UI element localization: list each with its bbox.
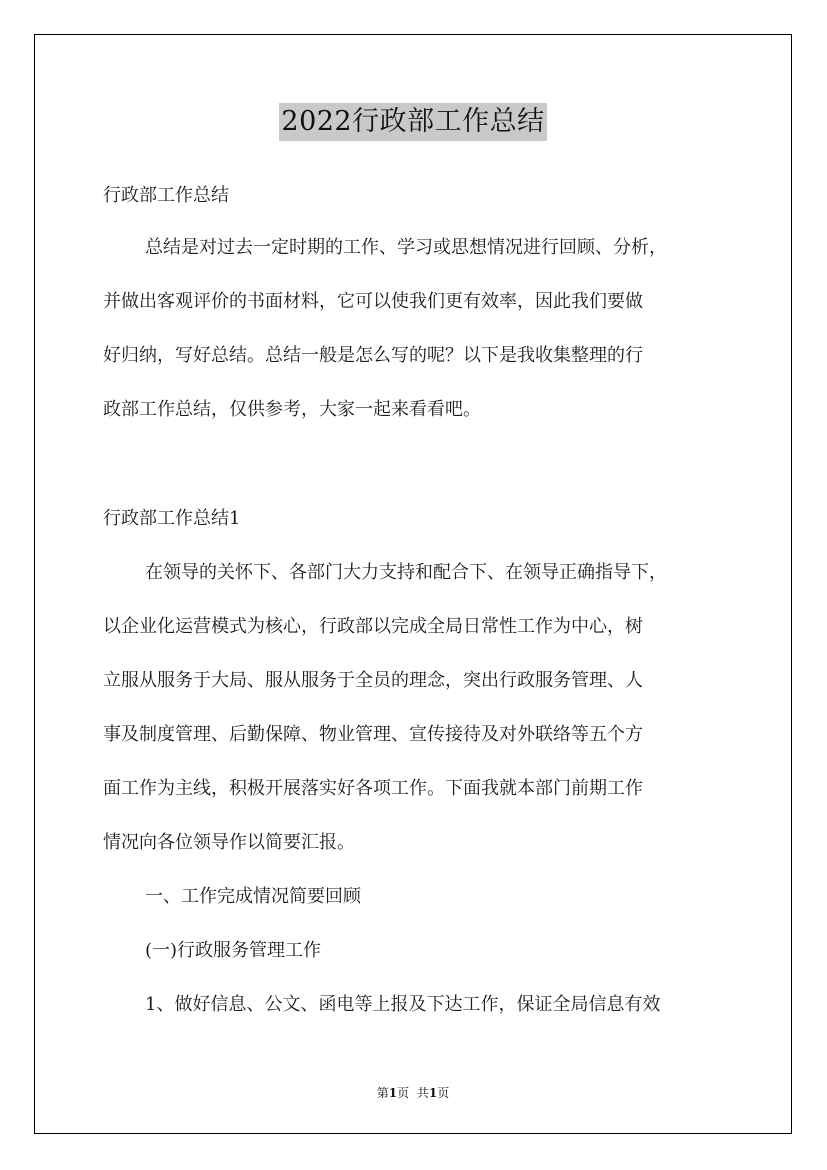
document-page — [34, 34, 792, 1134]
paragraph-line: 以企业化运营模式为核心，行政部以完成全局日常性工作为中心，树 — [103, 616, 643, 637]
paragraph-line: 1、做好信息、公文、函电等上报及下达工作，保证全局信息有效 — [145, 994, 661, 1015]
paragraph-line: 情况向各位领导作以简要汇报。 — [103, 832, 355, 853]
section-heading: 行政部工作总结1 — [103, 508, 241, 529]
paragraph-line: 政部工作总结，仅供参考，大家一起来看看吧。 — [103, 399, 481, 420]
page-number: 1 — [388, 1086, 398, 1100]
paragraph-line: 总结是对过去一定时期的工作、学习或思想情况进行回顾、分析， — [145, 237, 667, 258]
paragraph-line: 在领导的关怀下、各部门大力支持和配合下、在领导正确指导下， — [145, 562, 667, 583]
paragraph-line: 事及制度管理、后勤保障、物业管理、宣传接待及对外联络等五个方 — [103, 724, 643, 745]
total-label: 共 — [416, 1086, 429, 1100]
total-unit: 页 — [437, 1086, 450, 1100]
title-container — [35, 103, 791, 141]
total-pages: 1 — [428, 1086, 438, 1100]
subsection-heading: 一、工作完成情况简要回顾 — [145, 886, 361, 907]
page-unit: 页 — [397, 1086, 410, 1100]
paragraph-line: 立服从服务于大局、服从服务于全员的理念，突出行政服务管理、人 — [103, 670, 643, 691]
page-label: 第 — [376, 1086, 389, 1100]
paragraph-line: 并做出客观评价的书面材料，它可以使我们更有效率，因此我们要做 — [103, 291, 643, 312]
paragraph-line: 好归纳，写好总结。总结一般是怎么写的呢？以下是我收集整理的行 — [103, 345, 643, 366]
subsection-heading: (一)行政服务管理工作 — [145, 940, 322, 961]
paragraph-line: 面工作为主线，积极开展落实好各项工作。下面我就本部门前期工作 — [103, 778, 643, 799]
section-heading: 行政部工作总结 — [103, 185, 229, 206]
page-footer — [35, 1085, 791, 1101]
document-title: 2022行政部工作总结 — [279, 103, 546, 141]
